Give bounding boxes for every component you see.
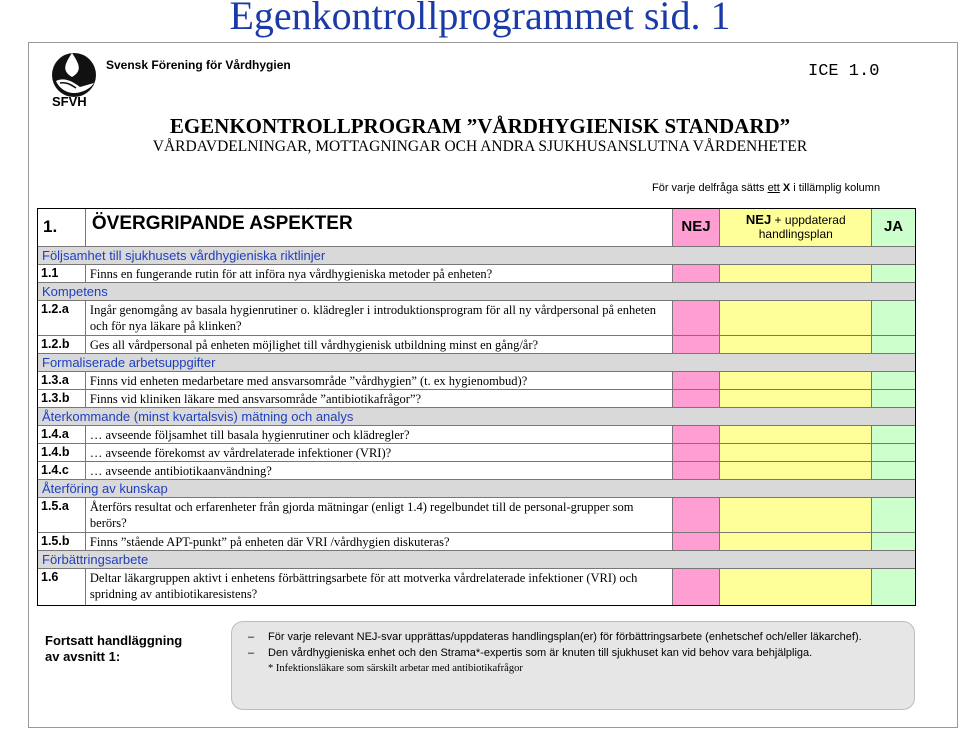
question-text: Återförs resultat och erfarenheter från gjorda mätningar (enligt 1.4) regelbundet till de personal-grupper som berörs? [86,498,673,532]
question-text: Ingår genomgång av basala hygienrutiner o. klädregler i introduktionsprogram för all ny vårdpersonal på enheten och för nya läkare på klinken? [86,301,673,335]
question-text: Ges all vårdpersonal på enheten möjlighet till vårdhygienisk utbildning minst en gång/år? [86,336,673,353]
table-row [38,301,915,336]
checkbox-nej[interactable] [673,533,721,550]
question-number: 1.1 [38,265,86,282]
notes-box [231,621,915,710]
checkbox-nej-updated-plan[interactable] [720,426,872,443]
checkbox-nej-updated-plan[interactable] [720,462,872,479]
checkbox-ja[interactable] [872,301,915,335]
question-number: 1.4.c [38,462,86,479]
checkbox-nej-updated-plan[interactable] [720,444,872,461]
instruction-text: För varje delfråga sätts ett X i tillämplig kolumn [652,182,881,194]
checkbox-nej-updated-plan[interactable] [720,533,872,550]
question-number: 1.6 [38,569,86,605]
question-number: 1.5.a [38,498,86,532]
checkbox-nej[interactable] [673,498,721,532]
followup-line-1: Fortsatt handläggning [45,633,183,648]
question-text: Finns en fungerande rutin för att införa nya vårdhygieniska metoder på enheten? [86,265,673,282]
note-item [248,646,904,660]
question-number: 1.2.b [38,336,86,353]
checkbox-ja[interactable] [872,533,915,550]
question-number: 1.4.a [38,426,86,443]
question-text: Finns vid kliniken läkare med ansvarsområde ”antibiotikafrågor”? [86,390,673,407]
note-text: Den vårdhygieniska enhet och den Strama*-expertis som är knuten till sjukhuset kan vid behov vara behjälpliga. [268,647,813,659]
question-number: 1.3.b [38,390,86,407]
subsection-header: Kompetens [38,283,915,301]
checkbox-ja[interactable] [872,426,915,443]
question-text: Finns ”stående APT-punkt” på enheten där VRI /vårdhygien diskuteras? [86,533,673,550]
question-text: Finns vid enheten medarbetare med ansvarsområde ”vårdhygien” (t. ex hygienombud)? [86,372,673,389]
version-label: ICE 1.0 [808,62,880,81]
table-row [38,533,915,551]
checkbox-nej[interactable] [673,372,721,389]
followup-heading [45,633,182,665]
subsection-header: Återkommande (minst kvartalsvis) mätning och analys [38,408,915,426]
organization-name: Svensk Förening för Vårdhygien [106,58,291,72]
logo-abbreviation: SFVH [52,94,87,109]
table-row [38,444,915,462]
table-row [38,372,915,390]
table-row [38,426,915,444]
table-row [38,569,915,605]
checkbox-nej[interactable] [673,390,721,407]
document-title: EGENKONTROLLPROGRAM ”VÅRDHYGIENISK STANDARD” [169,114,791,138]
dash-bullet: – [248,631,255,643]
checkbox-ja[interactable] [872,462,915,479]
section-number: 1. [38,209,86,246]
checklist-table [37,208,916,606]
checkbox-nej-updated-plan[interactable] [720,336,872,353]
document-subtitle: VÅRDAVDELNINGAR, MOTTAGNINGAR OCH ANDRA SJUKHUSANSLUTNA VÅRDENHETER [152,138,808,155]
checkbox-ja[interactable] [872,265,915,282]
checkbox-nej[interactable] [673,426,721,443]
footnote: * Infektionsläkare som särskilt arbetar med antibiotikafrågor [268,663,523,674]
table-row [38,498,915,533]
checkbox-ja[interactable] [872,498,915,532]
table-row [38,336,915,354]
table-row [38,462,915,480]
note-item [248,630,904,644]
checkbox-ja[interactable] [872,444,915,461]
subsection-header: Återföring av kunskap [38,480,915,498]
followup-line-2: av avsnitt 1: [45,649,121,664]
checkbox-ja[interactable] [872,569,915,605]
subsection-header: Formaliserade arbetsuppgifter [38,354,915,372]
checkbox-nej-updated-plan[interactable] [720,390,872,407]
sfvh-logo-icon [50,47,102,99]
checkbox-nej[interactable] [673,265,721,282]
checkbox-nej[interactable] [673,336,721,353]
question-text: … avseende följsamhet till basala hygienrutiner och klädregler? [86,426,673,443]
checkbox-ja[interactable] [872,390,915,407]
checkbox-nej-updated-plan[interactable] [720,372,872,389]
question-number: 1.4.b [38,444,86,461]
question-number: 1.5.b [38,533,86,550]
table-header-row [38,209,915,247]
section-title: ÖVERGRIPANDE ASPEKTER [86,209,673,246]
checkbox-nej[interactable] [673,569,721,605]
checkbox-nej-updated-plan[interactable] [720,569,872,605]
column-header-nej: NEJ [673,209,721,246]
checkbox-ja[interactable] [872,336,915,353]
question-text: Deltar läkargruppen aktivt i enhetens förbättringsarbete för att motverka vårdrelaterade infektioner (VRI) och spridning av antibiotikaresistens? [86,569,673,605]
table-row [38,390,915,408]
question-number: 1.2.a [38,301,86,335]
checkbox-nej-updated-plan[interactable] [720,301,872,335]
checkbox-nej[interactable] [673,462,721,479]
question-text: … avseende antibiotikaanvändning? [86,462,673,479]
checkbox-nej-updated-plan[interactable] [720,265,872,282]
checkbox-nej-updated-plan[interactable] [720,498,872,532]
dash-bullet: – [248,647,255,659]
column-header-ja: JA [872,209,915,246]
subsection-header: Följsamhet till sjukhusets vårdhygieniska riktlinjer [38,247,915,265]
note-text: För varje relevant NEJ-svar upprättas/uppdateras handlingsplan(er) för förbättringsarbete (enhetschef och/eller läkarchef). [268,631,862,643]
checkbox-nej[interactable] [673,301,721,335]
slide-title: Egenkontrollprogrammet sid. 1 [229,0,731,38]
question-number: 1.3.a [38,372,86,389]
column-header-nej-updated-plan: NEJ + uppdaterad handlingsplan [720,209,872,246]
question-text: … avseende förekomst av vårdrelaterade infektioner (VRI)? [86,444,673,461]
subsection-header: Förbättringsarbete [38,551,915,569]
checkbox-nej[interactable] [673,444,721,461]
checkbox-ja[interactable] [872,372,915,389]
table-row [38,265,915,283]
